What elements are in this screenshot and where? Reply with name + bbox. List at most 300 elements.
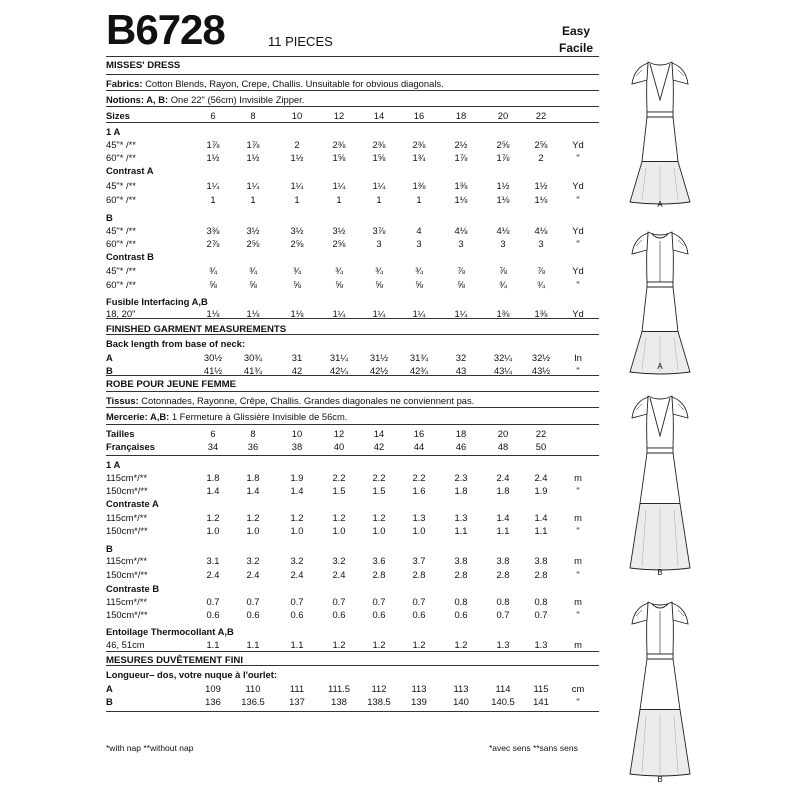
row-label: 60"* /** <box>106 279 136 290</box>
table-cell: 1⅝ <box>332 152 346 163</box>
table-cell: 1¾ <box>412 152 426 163</box>
table-cell: ⅞ <box>457 265 465 276</box>
table-cell: 2⅝ <box>246 238 260 249</box>
section-title <box>106 379 600 391</box>
table-row <box>106 194 600 206</box>
table-divider <box>106 56 599 57</box>
row-label: 45"* /** <box>106 139 136 150</box>
table-cell: 41½ <box>203 365 223 376</box>
table-cell: 2.4 <box>496 472 510 483</box>
table-cell: 1.1 <box>534 525 548 536</box>
table-cell: 2.8 <box>496 569 510 580</box>
table-cell: 1.6 <box>412 485 426 496</box>
table-cell: 3⅜ <box>206 225 220 236</box>
unit-cell: " <box>576 525 580 536</box>
table-row <box>106 609 600 621</box>
table-row <box>106 525 600 537</box>
row-label: 115cm*/** <box>106 555 147 566</box>
table-cell: 43 <box>455 365 467 376</box>
table-cell: 44 <box>413 441 425 452</box>
table-cell: ¾ <box>415 265 423 276</box>
table-cell: 3 <box>538 238 544 249</box>
table-cell: ¾ <box>375 265 383 276</box>
table-cell: 3.1 <box>206 555 220 566</box>
notes-row <box>106 411 600 423</box>
unit-cell: cm <box>571 683 585 694</box>
notes-label: Notions: A, B: <box>106 94 169 105</box>
table-cell: 3.2 <box>290 555 304 566</box>
table-cell: 1.2 <box>332 639 346 650</box>
table-cell: 2 <box>294 139 300 150</box>
table-cell: 1.9 <box>534 485 548 496</box>
table-divider <box>106 106 599 107</box>
table-cell: 1.3 <box>454 512 468 523</box>
table-cell: 0.8 <box>496 596 510 607</box>
unit-cell: " <box>576 485 580 496</box>
table-cell: 1⅞ <box>454 152 468 163</box>
table-cell: 31 <box>291 352 303 363</box>
unit-cell: Yd <box>572 225 584 236</box>
table-cell: 1.8 <box>454 485 468 496</box>
table-cell: 1¼ <box>206 180 220 191</box>
table-cell: 3.8 <box>454 555 468 566</box>
table-cell: 139 <box>411 696 427 707</box>
table-cell: 0.6 <box>290 609 304 620</box>
table-cell: 2.4 <box>332 569 346 580</box>
table-row <box>106 696 600 708</box>
table-row <box>106 428 600 440</box>
table-cell: ⅝ <box>335 279 343 290</box>
table-cell: 1⅛ <box>206 308 220 319</box>
table-cell: 1 <box>294 194 300 205</box>
table-row <box>106 110 600 122</box>
notes-row <box>106 395 600 407</box>
table-cell: 1⅜ <box>454 180 468 191</box>
table-cell: 113 <box>453 683 469 694</box>
table-cell: ¾ <box>537 279 545 290</box>
table-cell: 36 <box>247 441 259 452</box>
table-cell: 6 <box>210 428 216 439</box>
table-cell: 31¼ <box>329 352 349 363</box>
row-label: A <box>106 683 113 694</box>
table-cell: 110 <box>245 683 261 694</box>
table-cell: 16 <box>413 428 425 439</box>
table-cell: 112 <box>371 683 387 694</box>
table-cell: ¾ <box>293 265 301 276</box>
table-cell: 1⅛ <box>246 308 260 319</box>
table-row <box>106 485 600 497</box>
table-cell: 4⅛ <box>454 225 468 236</box>
table-row <box>106 238 600 250</box>
view-section-label <box>106 126 600 138</box>
table-cell: ¾ <box>335 265 343 276</box>
table-cell: 43½ <box>531 365 551 376</box>
table-cell: 2.2 <box>372 472 386 483</box>
table-cell: 2.3 <box>454 472 468 483</box>
table-cell: 1.1 <box>206 639 220 650</box>
section-title-text: MESURES DUVÊTEMENT FINI <box>106 655 243 666</box>
table-cell: 0.7 <box>206 596 220 607</box>
table-cell: ⅞ <box>499 265 507 276</box>
notes-text: Cotton Blends, Rayon, Crepe, Challis. Unsuitable for obvious diagonals. <box>142 78 444 89</box>
table-cell: 42¼ <box>329 365 349 376</box>
table-row <box>106 308 600 320</box>
row-label: 18, 20" <box>106 308 136 319</box>
view-label: B <box>106 543 113 554</box>
table-divider <box>106 407 599 408</box>
row-label: A <box>106 352 113 363</box>
table-cell: 3 <box>500 238 506 249</box>
view-section-label <box>106 251 600 263</box>
table-cell: 0.6 <box>412 609 426 620</box>
view-label: Contrast B <box>106 251 154 262</box>
row-label: 45"* /** <box>106 180 136 191</box>
table-row <box>106 352 600 364</box>
table-row <box>106 139 600 151</box>
unit-cell: m <box>574 555 582 566</box>
unit-cell: " <box>576 194 580 205</box>
unit-cell: Yd <box>572 265 584 276</box>
unit-cell: m <box>574 512 582 523</box>
table-cell: 0.8 <box>534 596 548 607</box>
table-cell: 1⅛ <box>454 194 468 205</box>
table-cell: ⅝ <box>249 279 257 290</box>
table-cell: 32½ <box>531 352 551 363</box>
table-cell: 2.2 <box>332 472 346 483</box>
table-cell: 42½ <box>369 365 389 376</box>
unit-cell: m <box>574 472 582 483</box>
table-cell: 0.6 <box>206 609 220 620</box>
row-label: 150cm*/** <box>106 569 148 580</box>
table-cell: 2½ <box>454 139 468 150</box>
table-cell: ⅝ <box>415 279 423 290</box>
table-cell: 1⅞ <box>206 139 220 150</box>
dress-illustration <box>620 58 700 206</box>
unit-cell: " <box>576 609 580 620</box>
table-cell: 31½ <box>369 352 389 363</box>
section-title <box>106 655 600 667</box>
table-cell: 1⅝ <box>372 152 386 163</box>
table-cell: 3½ <box>246 225 260 236</box>
table-cell: 111.5 <box>327 683 351 694</box>
table-row <box>106 569 600 581</box>
notes-text: Cotonnades, Rayonne, Crêpe, Challis. Grandes diagonales ne conviennent pas. <box>138 395 475 406</box>
table-cell: 2 <box>538 152 544 163</box>
table-cell: 1¼ <box>372 180 386 191</box>
table-cell: 1.4 <box>290 485 304 496</box>
notes-label: Mercerie: A,B: <box>106 411 170 422</box>
table-cell: 1.8 <box>496 485 510 496</box>
table-cell: 1¼ <box>246 180 260 191</box>
table-cell: 1¼ <box>372 308 386 319</box>
unit-cell: Yd <box>572 139 584 150</box>
table-row <box>106 472 600 484</box>
table-cell: 32¼ <box>493 352 513 363</box>
table-cell: 1.3 <box>496 639 510 650</box>
table-cell: 1⅞ <box>246 139 260 150</box>
table-cell: 1 <box>416 194 422 205</box>
table-cell: 50 <box>535 441 547 452</box>
view-label: 1 A <box>106 126 121 137</box>
table-cell: 1⅛ <box>534 194 548 205</box>
table-cell: 4⅛ <box>496 225 510 236</box>
table-cell: 1.8 <box>206 472 220 483</box>
table-row <box>106 180 600 192</box>
view-section-label <box>106 165 600 177</box>
row-label: Françaises <box>106 441 155 452</box>
table-cell: 136.5 <box>241 696 265 707</box>
table-cell: 1¼ <box>412 308 426 319</box>
view-letter-label: B <box>657 775 663 784</box>
table-row <box>106 152 600 164</box>
table-cell: 2⅝ <box>496 139 510 150</box>
table-cell: 2.4 <box>246 569 260 580</box>
unit-cell: Yd <box>572 180 584 191</box>
table-divider <box>106 455 599 456</box>
table-cell: 1.9 <box>290 472 304 483</box>
view-label: Contrast A <box>106 165 154 176</box>
table-cell: ¾ <box>249 265 257 276</box>
table-cell: 20 <box>497 428 509 439</box>
notes-text: 1 Fermeture à Glissière Invisible de 56cm. <box>169 411 348 422</box>
table-cell: 1.2 <box>372 512 386 523</box>
view-section-label <box>106 543 600 555</box>
view-label: 1 A <box>106 459 121 470</box>
table-cell: 10 <box>291 428 303 439</box>
table-cell: 1¼ <box>332 308 346 319</box>
section-title-text: FINISHED GARMENT MEASUREMENTS <box>106 324 287 335</box>
table-cell: 42 <box>291 365 303 376</box>
table-cell: 2.4 <box>290 569 304 580</box>
row-label: 60"* /** <box>106 238 136 249</box>
table-cell: 1¼ <box>290 180 304 191</box>
table-cell: 1.8 <box>246 472 260 483</box>
table-cell: 1¼ <box>332 180 346 191</box>
table-cell: 1.1 <box>246 639 260 650</box>
row-label: B <box>106 365 113 376</box>
table-row <box>106 225 600 237</box>
table-cell: 1.3 <box>412 512 426 523</box>
table-cell: 136 <box>205 696 221 707</box>
table-cell: 1.2 <box>454 639 468 650</box>
table-cell: 115 <box>533 683 549 694</box>
table-cell: 2.4 <box>534 472 548 483</box>
table-row <box>106 265 600 277</box>
row-label: 115cm*/** <box>106 512 147 523</box>
dress-illustration <box>620 392 700 572</box>
table-cell: 2.8 <box>534 569 548 580</box>
table-cell: ⅝ <box>209 279 217 290</box>
table-cell: 48 <box>497 441 509 452</box>
table-cell: 18 <box>455 110 467 121</box>
section-title-text: ROBE POUR JEUNE FEMME <box>106 379 237 390</box>
view-label: B <box>106 212 113 223</box>
table-cell: 16 <box>413 110 425 121</box>
table-cell: 3 <box>376 238 382 249</box>
table-cell: 1.1 <box>290 639 304 650</box>
table-cell: 1.2 <box>206 512 220 523</box>
table-cell: 8 <box>250 428 256 439</box>
table-cell: 1 <box>210 194 216 205</box>
unit-cell: In <box>574 352 582 363</box>
table-cell: 1⅜ <box>496 308 510 319</box>
table-cell: 1.0 <box>206 525 220 536</box>
table-cell: 22 <box>535 428 547 439</box>
footnote-french: *avec sens **sans sens <box>489 743 578 753</box>
table-cell: 3½ <box>290 225 304 236</box>
table-cell: 111 <box>289 683 305 694</box>
table-cell: 0.8 <box>454 596 468 607</box>
table-cell: 40 <box>333 441 345 452</box>
table-cell: 12 <box>333 428 345 439</box>
notes-label: Fabrics: <box>106 78 143 89</box>
table-cell: 30¾ <box>243 352 263 363</box>
table-cell: 2⅜ <box>412 139 426 150</box>
table-cell: ⅝ <box>293 279 301 290</box>
table-cell: 1 <box>336 194 342 205</box>
table-cell: 1.2 <box>372 639 386 650</box>
table-cell: 0.7 <box>534 609 548 620</box>
table-cell: 8 <box>250 110 256 121</box>
table-row <box>106 279 600 291</box>
row-label: 45"* /** <box>106 265 136 276</box>
table-cell: 1⅞ <box>496 152 510 163</box>
table-cell: 3½ <box>332 225 346 236</box>
piece-count: 11 PIECES <box>268 34 333 49</box>
table-cell: 1.0 <box>412 525 426 536</box>
table-cell: 2.4 <box>206 569 220 580</box>
table-cell: 2.8 <box>412 569 426 580</box>
table-cell: 3⅞ <box>372 225 386 236</box>
table-cell: 3.8 <box>534 555 548 566</box>
pattern-number: B6728 <box>106 6 225 53</box>
table-divider <box>106 74 599 75</box>
table-cell: 0.7 <box>290 596 304 607</box>
row-label: 46, 51cm <box>106 639 145 650</box>
row-label: 150cm*/** <box>106 485 148 496</box>
table-cell: 138.5 <box>367 696 391 707</box>
table-cell: 113 <box>411 683 427 694</box>
table-cell: 32 <box>455 352 467 363</box>
table-cell: 12 <box>333 110 345 121</box>
table-cell: 20 <box>497 110 509 121</box>
unit-cell: " <box>576 365 580 376</box>
view-section-label <box>106 498 600 510</box>
table-divider <box>106 90 599 91</box>
table-cell: 0.6 <box>372 609 386 620</box>
table-cell: 138 <box>331 696 347 707</box>
table-cell: 1 <box>376 194 382 205</box>
row-label: 115cm*/** <box>106 596 147 607</box>
table-cell: 1.2 <box>332 512 346 523</box>
view-letter-label: B <box>657 568 663 577</box>
table-cell: 1⅜ <box>412 180 426 191</box>
table-cell: 137 <box>289 696 305 707</box>
table-cell: 140.5 <box>491 696 515 707</box>
dress-illustration <box>620 228 700 376</box>
table-cell: 140 <box>453 696 469 707</box>
table-cell: 2⅝ <box>534 139 548 150</box>
table-cell: 30½ <box>203 352 223 363</box>
table-cell: 1.0 <box>246 525 260 536</box>
table-cell: 3.7 <box>412 555 426 566</box>
table-cell: 109 <box>205 683 221 694</box>
footnote-english: *with nap **without nap <box>106 743 194 753</box>
unit-cell: " <box>576 696 580 707</box>
table-cell: 1.5 <box>332 485 346 496</box>
table-cell: 0.7 <box>332 596 346 607</box>
view-section-label <box>106 296 600 308</box>
table-cell: 1.2 <box>246 512 260 523</box>
view-section-label <box>106 459 600 471</box>
table-divider <box>106 122 599 123</box>
row-label: 60"* /** <box>106 152 136 163</box>
table-cell: ⅝ <box>375 279 383 290</box>
table-cell: ⅞ <box>537 265 545 276</box>
row-label: 60"* /** <box>106 194 136 205</box>
table-cell: 1⅛ <box>496 194 510 205</box>
row-label: 115cm*/** <box>106 472 147 483</box>
row-label: 150cm*/** <box>106 525 148 536</box>
difficulty-level-en: Easy <box>562 24 591 38</box>
table-cell: 1½ <box>206 152 220 163</box>
row-label: Tailles <box>106 428 135 439</box>
view-letter-label: A <box>657 200 663 209</box>
unit-cell: Yd <box>572 308 584 319</box>
table-cell: 1.0 <box>372 525 386 536</box>
view-label: Contraste B <box>106 583 160 594</box>
unit-cell: " <box>576 238 580 249</box>
view-section-label <box>106 669 600 681</box>
table-cell: 1.0 <box>290 525 304 536</box>
notes-row <box>106 78 600 90</box>
difficulty-level-fr: Facile <box>559 41 594 55</box>
table-cell: 31¾ <box>409 352 429 363</box>
table-divider <box>106 651 599 652</box>
view-label: Fusible Interfacing A,B <box>106 296 208 307</box>
view-label: Back length from base of neck: <box>106 338 246 349</box>
section-title <box>106 60 600 72</box>
table-cell: 1.1 <box>496 525 510 536</box>
unit-cell: " <box>576 569 580 580</box>
table-row <box>106 639 600 651</box>
table-cell: 3.6 <box>372 555 386 566</box>
row-label: 150cm*/** <box>106 609 148 620</box>
view-section-label <box>106 338 600 350</box>
table-divider <box>106 424 599 425</box>
table-cell: 46 <box>455 441 467 452</box>
table-cell: 1.2 <box>290 512 304 523</box>
table-cell: 0.7 <box>412 596 426 607</box>
table-row <box>106 555 600 567</box>
view-section-label <box>106 583 600 595</box>
table-cell: 1⅛ <box>290 308 304 319</box>
notes-text: One 22" (56cm) Invisible Zipper. <box>168 94 305 105</box>
table-cell: 4⅛ <box>534 225 548 236</box>
table-cell: 1½ <box>246 152 260 163</box>
table-cell: 3.2 <box>332 555 346 566</box>
table-cell: 22 <box>535 110 547 121</box>
table-cell: 0.6 <box>246 609 260 620</box>
table-cell: 1½ <box>290 152 304 163</box>
table-cell: 1¼ <box>454 308 468 319</box>
notes-row <box>106 94 600 106</box>
table-cell: 4 <box>416 225 422 236</box>
table-cell: 43¼ <box>493 365 513 376</box>
notes-label: Tissus: <box>106 395 139 406</box>
table-cell: 14 <box>373 428 385 439</box>
table-cell: 14 <box>373 110 385 121</box>
